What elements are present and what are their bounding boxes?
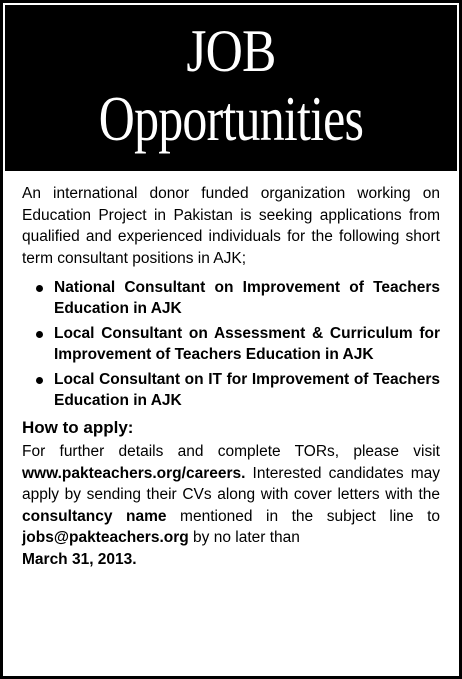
positions-list (22, 277, 440, 411)
position-label: Local Consultant on Assessment & Curriculum for Improvement of Teachers Education in AJK (54, 325, 440, 363)
bullet-icon (36, 285, 43, 292)
ad-header (5, 5, 457, 171)
how-to-apply-heading: How to apply: (22, 418, 134, 437)
application-deadline: March 31, 2013. (22, 550, 137, 568)
consultancy-name-emphasis: consultancy name (22, 507, 167, 525)
ad-title-job: JOB (186, 18, 276, 84)
intro-paragraph: An international donor funded organization working on Education Project in Pakistan is seeking applications from qualified and experienced individuals for the following short term consultant positions in AJK; (22, 185, 440, 267)
bullet-icon (36, 331, 43, 338)
position-item-it-consultant (36, 369, 440, 411)
apply-text-1: For further details and complete TORs, please visit (22, 443, 440, 460)
ad-title-opportunities: Opportunities (98, 83, 364, 154)
careers-website-link[interactable]: www.pakteachers.org/careers. (22, 464, 246, 482)
position-item-assessment-curriculum (36, 323, 440, 365)
ad-body (22, 183, 440, 570)
position-label: National Consultant on Improvement of Teachers Education in AJK (54, 279, 440, 317)
apply-text-3: mentioned in the subject line to (166, 507, 440, 525)
position-item-national-consultant (36, 277, 440, 319)
apply-text-4: by no later than (188, 529, 300, 546)
position-label: Local Consultant on IT for Improvement of Teachers Education in AJK (54, 371, 440, 409)
application-email-link[interactable]: jobs@pakteachers.org (22, 529, 189, 546)
bullet-icon (36, 377, 43, 384)
apply-text-2: Interested candidates may apply by sending their CVs along with cover letters with the (22, 464, 440, 503)
how-to-apply-paragraph (22, 441, 440, 570)
